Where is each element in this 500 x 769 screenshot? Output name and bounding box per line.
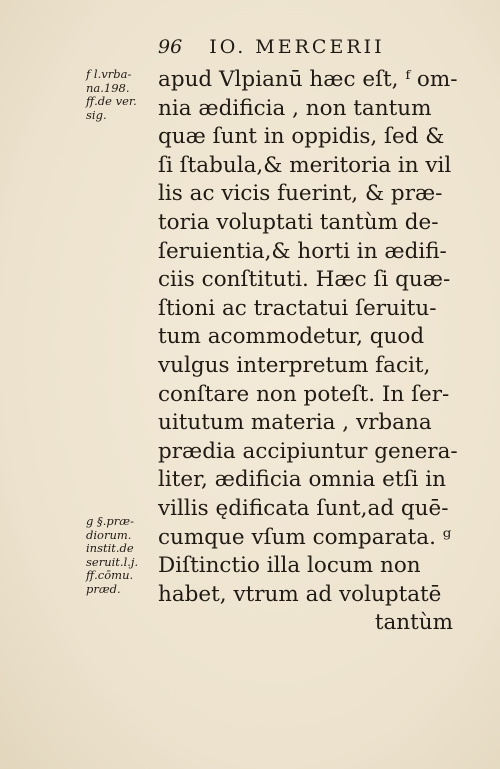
text-line: habet, vtrum ad voluptatē xyxy=(158,581,442,607)
text-line: liter, ædificia omnia etſi in xyxy=(158,467,446,493)
text-line: uitutum materia , vrbana xyxy=(158,410,432,436)
text-line: lis ac vicis fuerint, & præ- xyxy=(158,181,443,207)
catchword: tantùm xyxy=(374,610,453,636)
main-text-block xyxy=(158,66,458,638)
marginal-note-line: g §.præ- xyxy=(86,514,134,528)
text-line: apud Vlpianū hæc eſt, ᶠ om- xyxy=(158,67,458,92)
page-number: 96 xyxy=(158,36,183,58)
marginal-note-g xyxy=(86,515,156,596)
text-line: nia ædificia , non tantum xyxy=(158,95,432,121)
text-line: cumque vſum comparata. ᵍ xyxy=(158,524,452,550)
marginal-note-line: diorum. xyxy=(86,527,132,542)
marginal-note-f xyxy=(86,68,156,122)
text-line: ſeruientia,& horti in ædifi- xyxy=(158,238,447,264)
text-line: ciis conſtituti. Hæc ſi quæ- xyxy=(158,267,451,293)
marginal-note-line: ff.de ver. xyxy=(86,94,137,108)
marginal-note-line: f l.vrba- xyxy=(86,67,132,81)
marginal-note-line: præd. xyxy=(86,581,121,596)
text-line: vulgus interpretum facit, xyxy=(158,352,431,378)
text-line: ſi ſtabula,& meritoria in vil xyxy=(158,152,452,178)
text-line: ſtioni ac tractatui ſeruitu- xyxy=(158,295,437,321)
text-line: conſtare non poteſt. In ſer- xyxy=(158,381,450,407)
text-line: quæ ſunt in oppidis, ſed & xyxy=(158,124,445,150)
marginal-note-line: instit.de xyxy=(86,541,134,555)
marginal-note-line: sig. xyxy=(86,107,107,122)
text-line: villis ędificata ſunt,ad quē- xyxy=(158,495,449,521)
marginal-note-line: seruit.l.j. xyxy=(86,554,139,569)
running-title: IO. MERCERII xyxy=(209,36,385,58)
text-line: toria voluptati tantùm de- xyxy=(158,209,439,235)
marginal-note-line: ff.cōmu. xyxy=(86,568,134,582)
text-line: tum acommodetur, quod xyxy=(158,324,425,350)
text-line: prædia accipiuntur genera- xyxy=(158,438,458,464)
page-header xyxy=(158,36,448,58)
text-line: Diſtinctio illa locum non xyxy=(158,553,421,579)
marginal-note-line: na.198. xyxy=(86,80,130,95)
